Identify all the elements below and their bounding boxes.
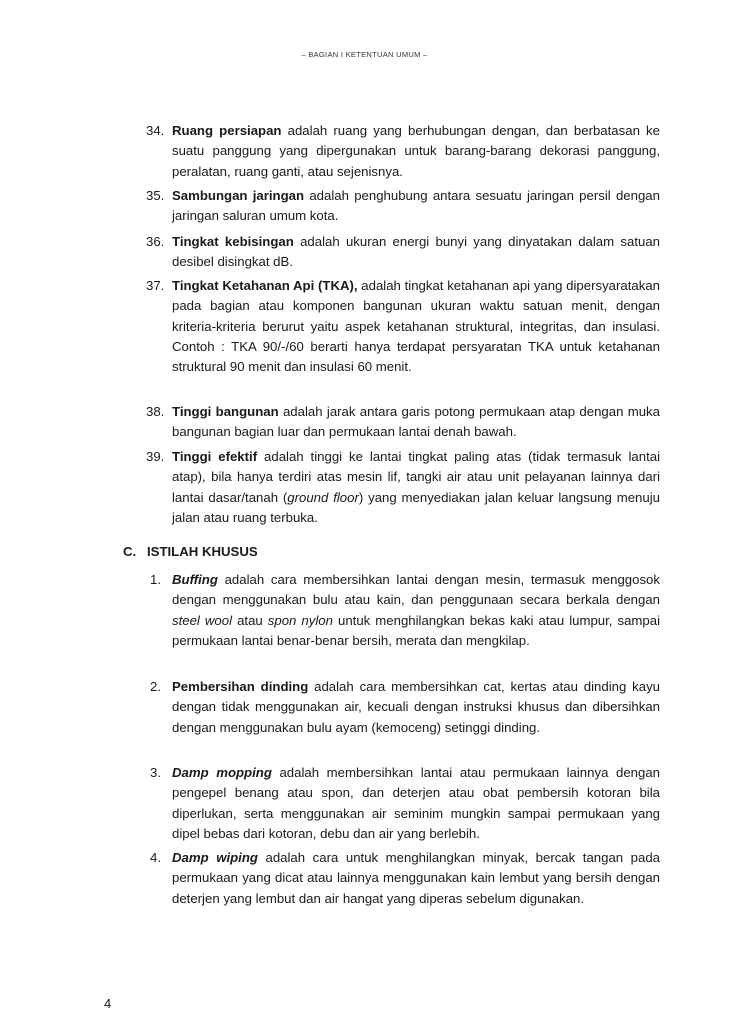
definition-text: atau [232, 612, 268, 628]
section-title: ISTILAH KHUSUS [147, 544, 258, 559]
item-number: 36. [146, 234, 165, 249]
definition-text: untuk menghilangkan bekas kaki atau lumpur, sampai permukaan lantai benar-benar bersih, merata dan mengkilap. [172, 612, 660, 648]
item-number: 38. [146, 404, 165, 419]
item-number: 39. [146, 449, 165, 464]
item-number: 37. [146, 278, 165, 293]
term: Tinggi bangunan [172, 404, 279, 419]
page-number: 4 [104, 996, 112, 1011]
section-heading [123, 544, 258, 559]
item-number: 4. [150, 850, 161, 865]
item-number: 2. [150, 679, 161, 694]
term: Sambungan jaringan [172, 188, 305, 203]
section-letter: C. [123, 544, 137, 559]
special-term-item-3 [146, 763, 660, 844]
definition-text: adalah ukuran energi bunyi yang dinyatakan dalam satuan desibel disingkat dB. [172, 234, 660, 270]
item-number: 1. [150, 572, 161, 587]
special-term-item-2 [146, 677, 660, 738]
term: Pembersihan dinding [172, 679, 309, 694]
definition-text: adalah ruang yang berhubungan dengan, dan berbatasan ke suatu panggung yang dipergunakan untuk barang-barang dekorasi panggung, peralatan, ruang ganti, atau sejenisnya. [172, 123, 660, 179]
definition-item-36 [146, 232, 660, 273]
definition-item-38 [146, 402, 660, 443]
term: Damp mopping [172, 765, 272, 780]
term: Tingkat Ketahanan Api (TKA), [172, 278, 358, 293]
definition-text: adalah jarak antara garis potong permukaan atap dengan muka bangunan bagian luar dan permukaan lantai denah bawah. [172, 404, 660, 440]
definition-text: ) yang menyediakan jalan keluar langsung menuju jalan atau ruang terbuka. [172, 489, 660, 525]
definition-item-37 [146, 276, 660, 377]
definition-text: adalah penghubung antara sesuatu jaringan persil dengan jaringan saluran umum kota. [172, 188, 660, 224]
definition-text: adalah tinggi ke lantai tingkat paling atas (tidak termasuk lantai atap), bila hanya terdiri atas mesin lif, tangki air atau unit pelayanan lainnya dari lantai dasar/tanah ( [172, 449, 660, 505]
definition-text: adalah cara untuk menghilangkan minyak, bercak tangan pada permukaan yang dicat atau lainnya menggunakan kain lembut yang bersih dengan deterjen yang lembut dan air hangat yang diperas sebelum digunakan. [172, 850, 660, 906]
special-term-item-1 [146, 570, 660, 651]
italic-phrase: ground floor [287, 489, 359, 505]
term: Tingkat kebisingan [172, 234, 294, 249]
item-number: 35. [146, 188, 165, 203]
term: Buffing [172, 572, 218, 587]
term: Tinggi efektif [172, 449, 258, 464]
definition-item-34 [146, 121, 660, 182]
item-number: 3. [150, 765, 161, 780]
special-term-item-4 [146, 848, 660, 909]
term: Damp wiping [172, 850, 258, 865]
item-number: 34. [146, 123, 165, 138]
definition-text: adalah tingkat ketahanan api yang dipersyaratakan pada bagian atau komponen bangunan ukuran waktu satuan menit, dengan kriteria-kriteria berurut yaitu aspek ketahanan struktural, integritas, dan insulasi. Contoh : TKA 90/-/60 berarti hanya terdapat persyaratan TKA untuk ketahanan struktural 90 menit dan insulasi 60 menit. [172, 278, 660, 375]
running-header: – BAGIAN I KETENTUAN UMUM – [301, 50, 428, 59]
definition-text: adalah membersihkan lantai atau permukaan lainnya dengan pengepel benang atau spon, dan deterjen atau obat pembersih kotoran bila diperlukan, serta menggunakan air seminim mungkin sampai permukaan yang dipel bebas dari kotoran, debu dan air yang berlebih. [172, 765, 660, 841]
definition-text: adalah cara membersihkan cat, kertas atau dinding kayu dengan tidak menggunakan air, kecuali dengan instruksi khusus dan dibersihkan dengan menggunakan bulu ayam (kemoceng) setinggi dinding. [172, 679, 660, 735]
definition-item-35 [146, 186, 660, 227]
italic-phrase: spon nylon [267, 612, 333, 628]
term: Ruang persiapan [172, 123, 282, 138]
definition-item-39 [146, 447, 660, 528]
italic-phrase: steel wool [172, 612, 233, 628]
definition-text: adalah cara membersihkan lantai dengan mesin, termasuk menggosok dengan menggunakan bulu atau kain, dan penggunaan secara berkala dengan [172, 572, 660, 608]
